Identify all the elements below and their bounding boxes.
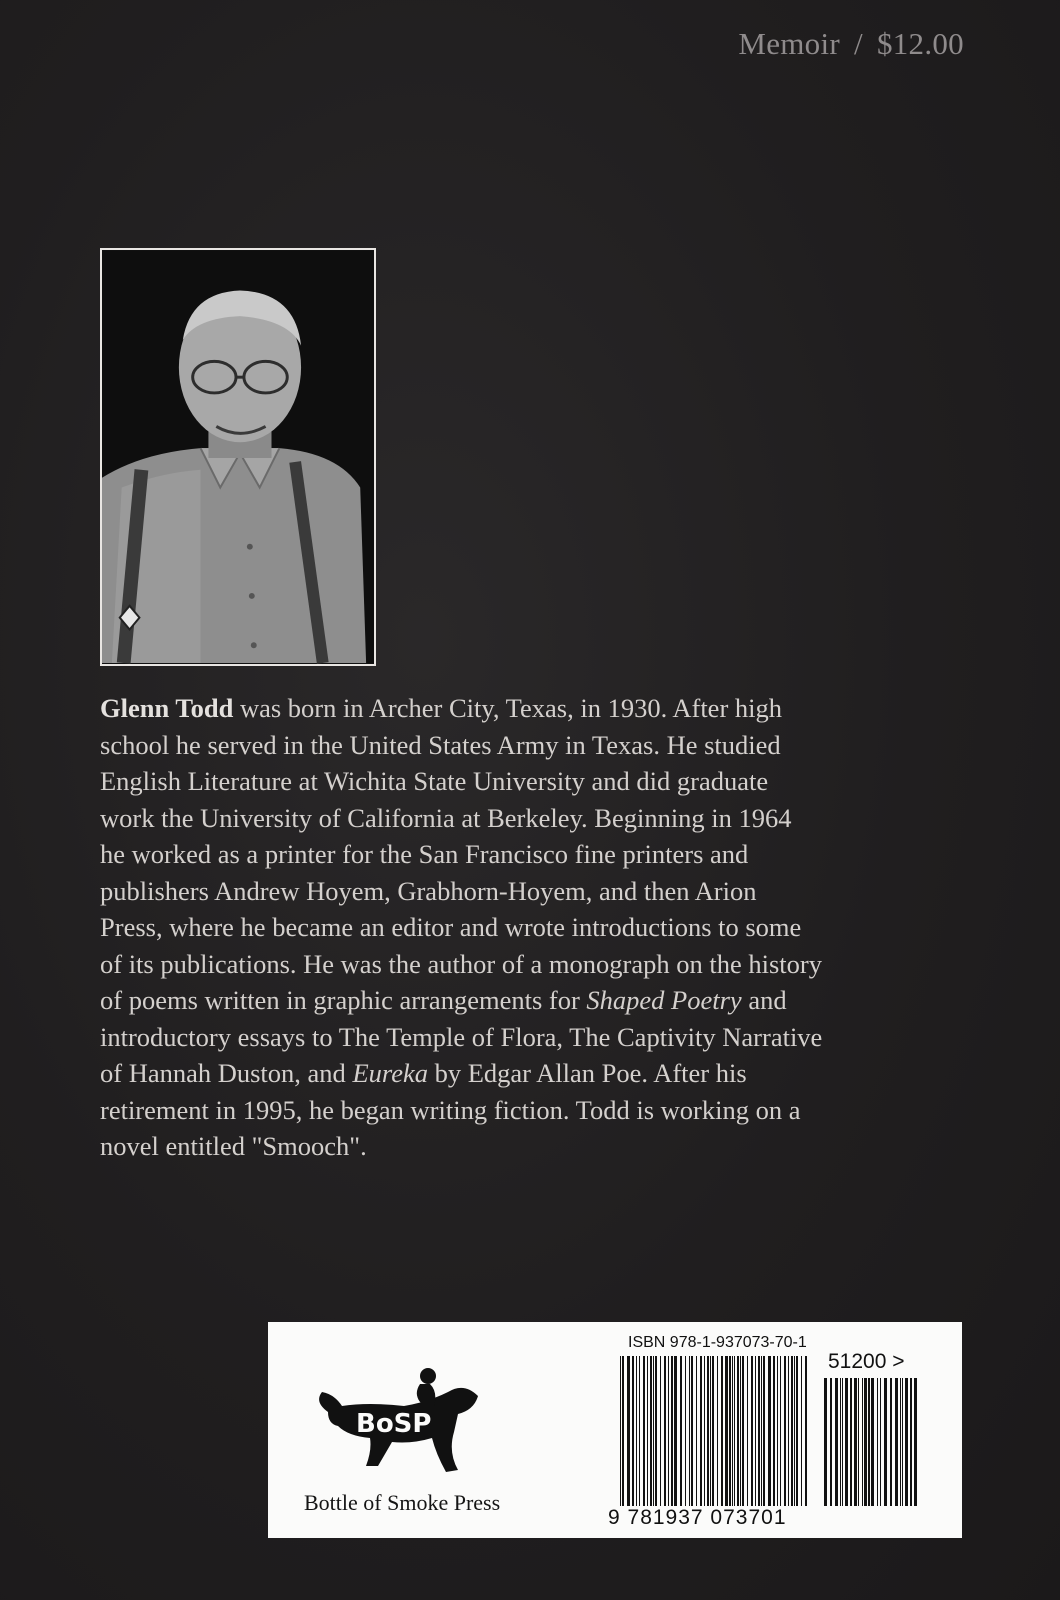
barcode-bar [689, 1356, 690, 1506]
barcode-bar [842, 1378, 843, 1506]
bio-line: introductory essays to The Temple of Flora, The Captivity Narrative [100, 1021, 823, 1052]
bio-line-text: was born in Archer City, Texas, in 1930. After high [233, 693, 782, 723]
barcode-bar [805, 1356, 807, 1506]
barcode-bar [755, 1356, 756, 1506]
barcode-bar [737, 1356, 739, 1506]
bio-line [100, 982, 940, 1019]
barcode-bar [664, 1356, 666, 1506]
bio-line [100, 1055, 940, 1092]
barcode-bar [655, 1356, 657, 1506]
price-label: $12.00 [876, 26, 964, 61]
barcode-bar [712, 1356, 714, 1506]
barcode-panel [268, 1322, 962, 1538]
barcode-bar [830, 1378, 832, 1506]
barcode-bar [784, 1356, 786, 1506]
horse-rider-logo-icon [308, 1362, 488, 1486]
barcode-bar [858, 1378, 859, 1506]
barcode-bar [840, 1378, 841, 1506]
bio-line: school he served in the United States Army in Texas. He studied [100, 729, 781, 760]
barcode-bar [700, 1356, 702, 1506]
barcode-bar [905, 1378, 908, 1506]
barcode-bar [680, 1356, 682, 1506]
barcode-bar [685, 1356, 686, 1506]
barcode-bar [773, 1356, 775, 1506]
barcode-bar [620, 1356, 621, 1506]
barcode-bar [914, 1378, 917, 1506]
logo-text: BoSP [356, 1409, 432, 1439]
bio-line-text: by Edgar Allan Poe. After his [427, 1058, 747, 1088]
barcode-bar [704, 1356, 705, 1506]
barcode-bar [761, 1356, 762, 1506]
barcode-bar [864, 1378, 867, 1506]
barcode-bar [854, 1378, 857, 1506]
barcode-bar [647, 1356, 648, 1506]
barcode-bar [845, 1378, 848, 1506]
barcode-bar [763, 1356, 765, 1506]
book-title-eureka: Eureka [352, 1058, 428, 1088]
bio-line: he worked as a printer for the San Francisco fine printers and [100, 839, 749, 869]
barcode-bar [740, 1356, 741, 1506]
barcode-bar [884, 1378, 887, 1506]
barcode-bar [824, 1378, 827, 1506]
author-portrait-drawing [102, 250, 374, 664]
barcode-bar [668, 1356, 669, 1506]
barcode-bar [729, 1356, 731, 1506]
barcode-bar [622, 1356, 624, 1506]
author-name: Glenn Todd [100, 693, 234, 723]
barcode-bar [691, 1356, 693, 1506]
barcode-bar [717, 1356, 718, 1506]
bio-line-text: of poems written in graphic arrangements for [100, 985, 587, 1015]
isbn-label: ISBN 978-1-937073-70-1 [628, 1334, 807, 1351]
bio-line: English Literature at Wichita State University and did graduate [100, 766, 769, 796]
barcode-bar [710, 1356, 711, 1506]
barcode-bar [780, 1356, 781, 1506]
barcode-bar [627, 1356, 630, 1506]
barcode-bar [895, 1378, 898, 1506]
barcode-bar [660, 1356, 661, 1506]
barcode-bar [900, 1378, 901, 1506]
barcode-bar [721, 1356, 723, 1506]
genre-price-line [738, 26, 964, 62]
barcode-bar [751, 1356, 753, 1506]
barcode-bar [707, 1356, 709, 1506]
barcode-bar [835, 1378, 838, 1506]
separator: / [854, 26, 863, 61]
barcode-bar [880, 1378, 881, 1506]
barcode-bar [674, 1356, 677, 1506]
barcode-bar [801, 1356, 802, 1506]
bio-line: publishers Andrew Hoyem, Grabhorn-Hoyem, and then Arion [100, 875, 757, 906]
barcode-bar [758, 1356, 760, 1506]
barcode-bar [732, 1356, 733, 1506]
bio-line: work the University of California at Berkeley. Beginning in 1964 [100, 802, 792, 833]
bio-line: Press, where he became an editor and wrote introductions to some [100, 912, 802, 942]
bio-line-text: and [741, 985, 787, 1015]
barcode-bar [868, 1378, 870, 1506]
book-title-shaped-poetry: Shaped Poetry [586, 985, 742, 1015]
barcode-bar [696, 1356, 697, 1506]
barcode-bar [791, 1356, 793, 1506]
barcode-bar [725, 1356, 728, 1506]
barcode-bar [877, 1378, 878, 1506]
barcode-bar [734, 1356, 735, 1506]
isbn-digits: 9 781937 073701 [608, 1506, 787, 1529]
addon-barcode [824, 1378, 918, 1506]
barcode-bar [902, 1378, 903, 1506]
author-biography [100, 690, 940, 1165]
barcode-bar [777, 1356, 778, 1506]
barcode-bar [890, 1378, 892, 1506]
barcode-bar [910, 1378, 912, 1506]
barcode-bar [796, 1356, 798, 1506]
barcode-bar [850, 1378, 852, 1506]
publisher-name: Bottle of Smoke Press [304, 1490, 501, 1515]
barcode-bar [871, 1378, 874, 1506]
bio-line: novel entitled "Smooch". [100, 1131, 367, 1161]
bio-line: retirement in 1995, he began writing fiction. Todd is working on a [100, 1094, 801, 1125]
barcode-bar [639, 1356, 640, 1506]
isbn-barcode [620, 1356, 810, 1506]
barcode-bar [788, 1356, 789, 1506]
barcode-bar [768, 1356, 771, 1506]
genre-label: Memoir [738, 26, 841, 61]
barcode-bar [653, 1356, 654, 1506]
barcode-bar [747, 1356, 748, 1506]
barcode-bar [636, 1356, 637, 1506]
bio-line: of its publications. He was the author of a monograph on the history [100, 948, 822, 979]
barcode-bar [643, 1356, 645, 1506]
barcode-bar [650, 1356, 652, 1506]
bio-line-text: of Hannah Duston, and [100, 1058, 353, 1088]
barcode-bar [671, 1356, 673, 1506]
barcode-bar [794, 1356, 795, 1506]
bio-line [100, 690, 940, 727]
barcode-bar [632, 1356, 634, 1506]
author-portrait-image [100, 248, 376, 666]
barcode-bar [862, 1378, 863, 1506]
price-addon-code: 51200 > [828, 1350, 905, 1373]
barcode-bar [742, 1356, 744, 1506]
